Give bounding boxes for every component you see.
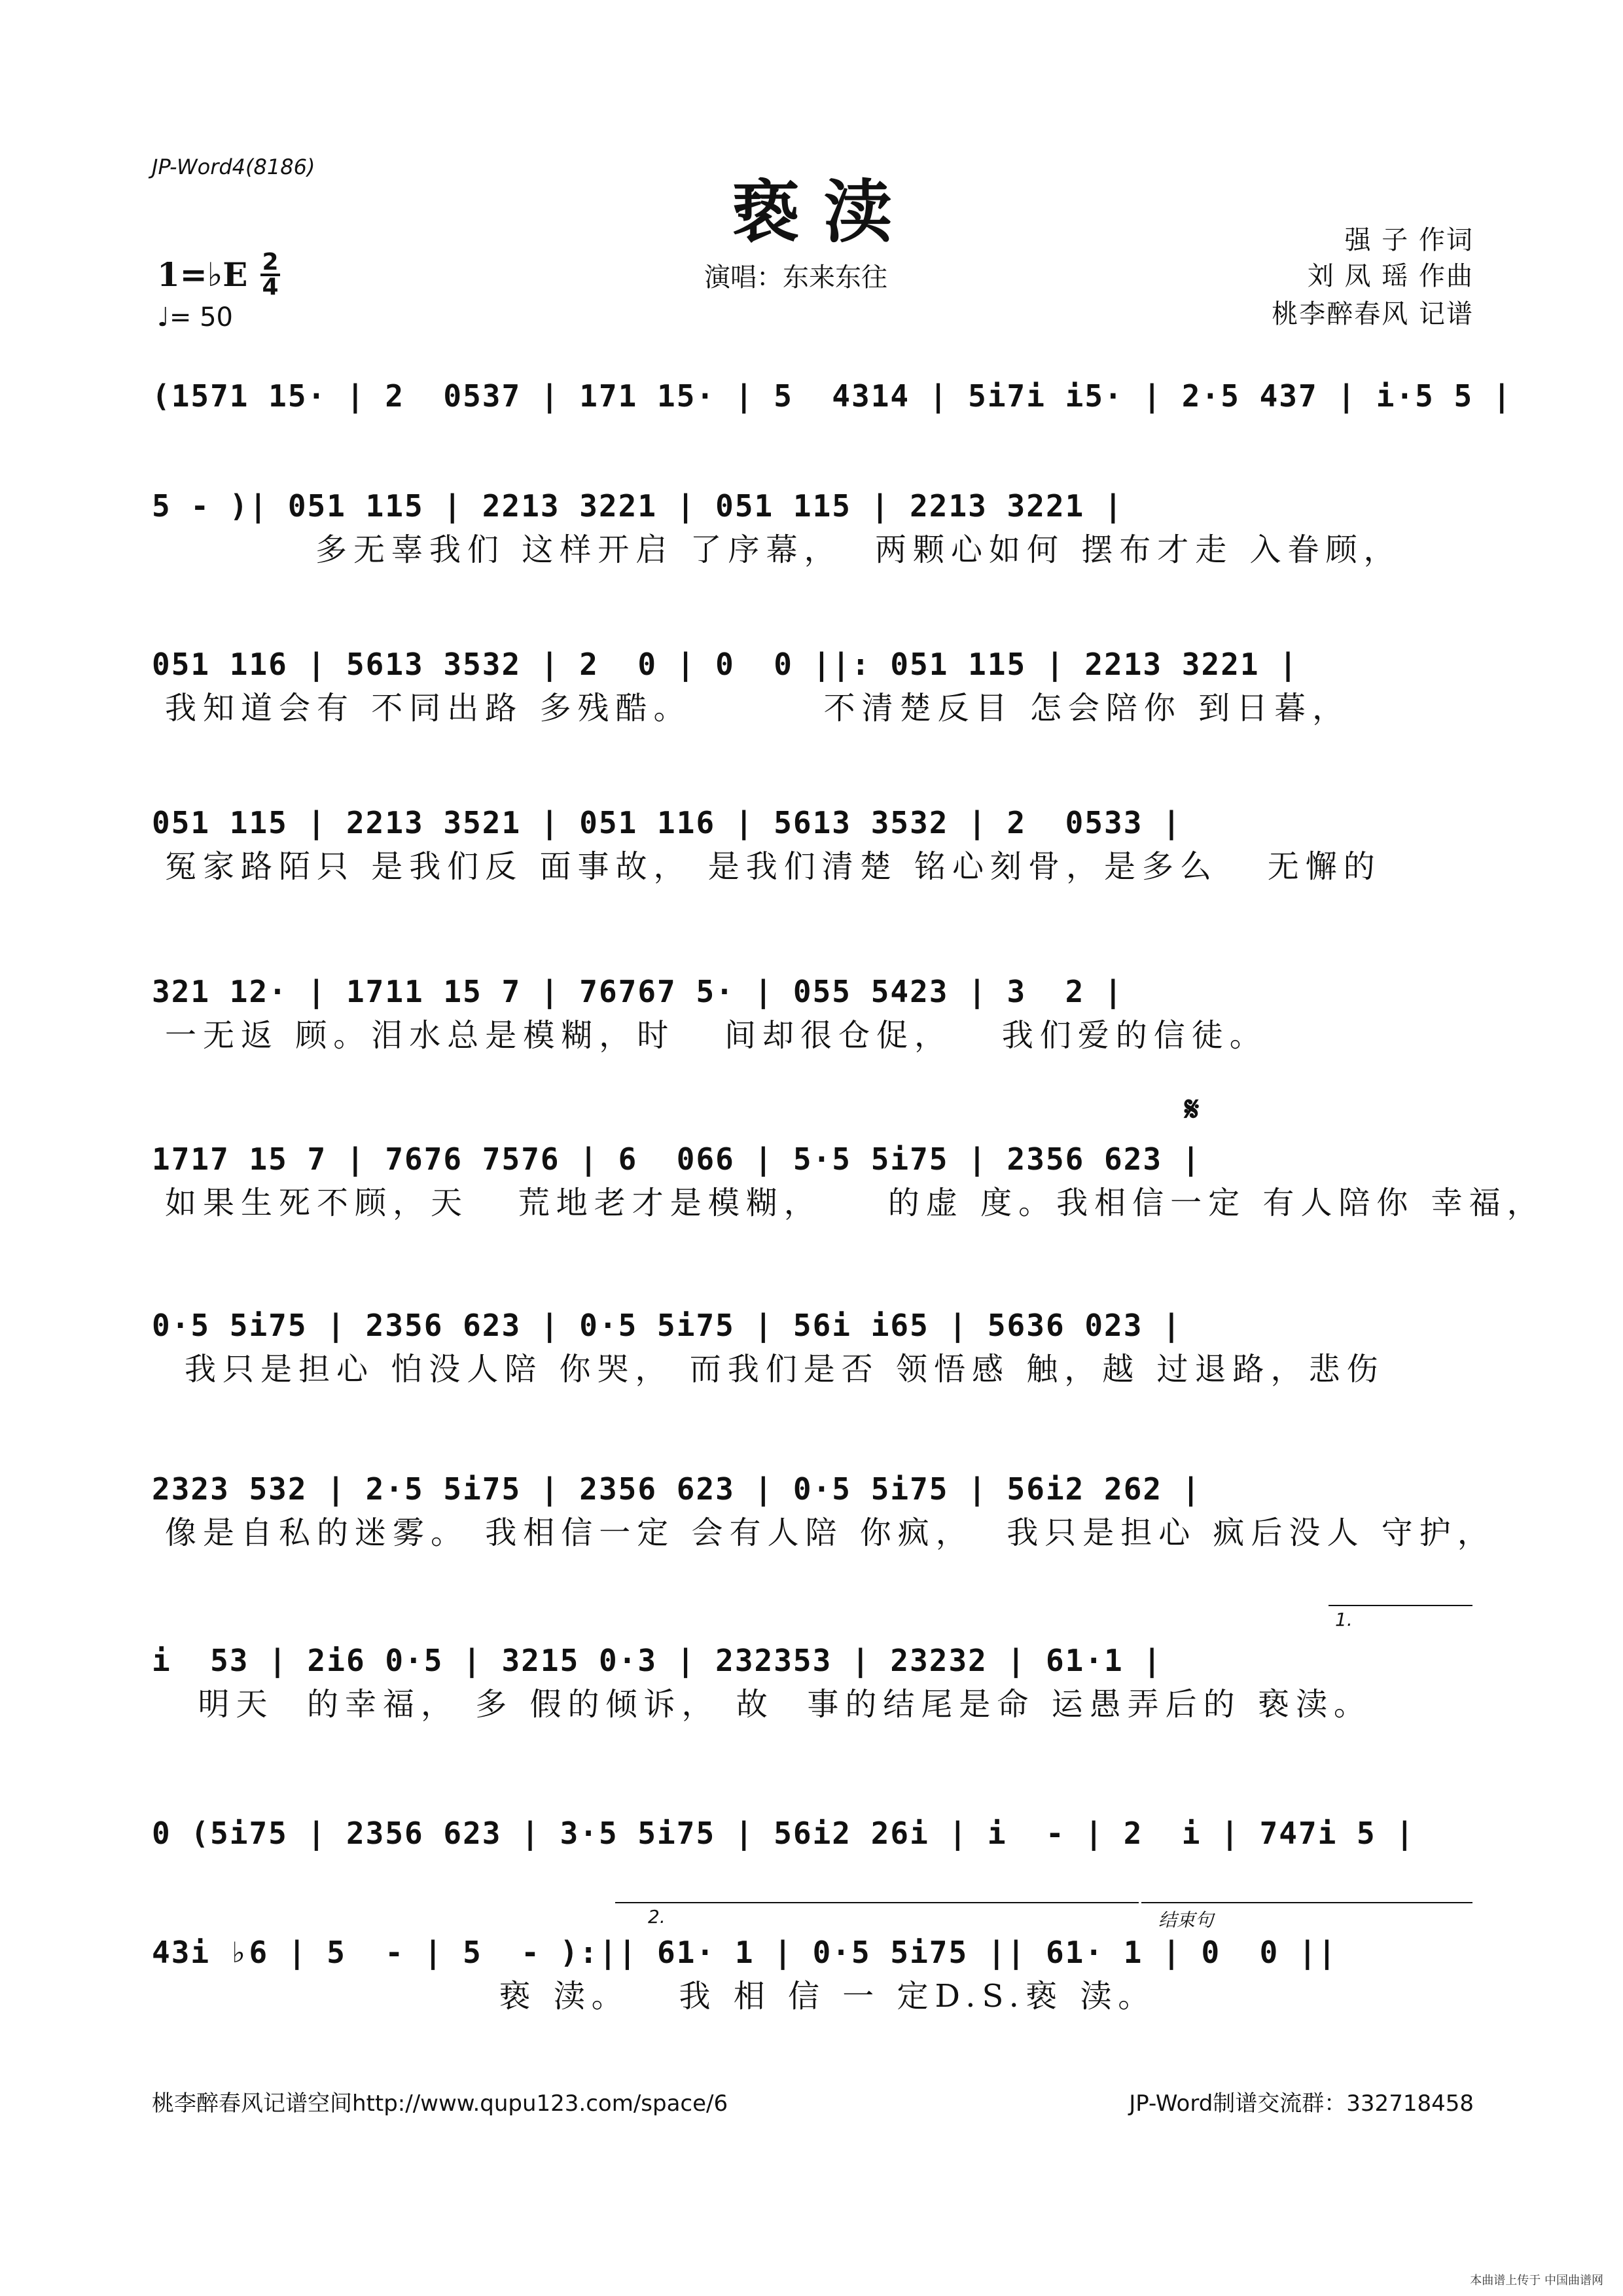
system-6 — [152, 1136, 1545, 1224]
system-11 — [152, 1929, 1472, 2017]
lyric-line: 一无返 顾。泪水总是模糊，时 间却很仓促， 我们爱的信徒。 — [165, 1017, 1268, 1054]
system-7 — [152, 1302, 1472, 1390]
lyric-line: 我只是担心 怕没人陪 你哭， 而我们是否 领悟感 触，越 过退路，悲伤 — [185, 1351, 1385, 1388]
time-top: 2 — [262, 249, 279, 276]
software-label: JP-Word4(8186) — [152, 154, 315, 179]
volta-1-bracket — [1329, 1605, 1472, 1606]
tempo-marking: ♩= 50 — [157, 302, 233, 332]
song-title: 亵 渎 — [731, 171, 892, 252]
time-signature — [260, 251, 280, 298]
notation-line: 051 116 | 5613 3532 | 2 0 | 0 0 ||: 051 115 | 2213 3221 | — [152, 647, 1298, 682]
system-3 — [152, 641, 1472, 729]
lyric-line: 明天 的幸福， 多 假的倾诉， 故 事的结尾是命 运愚弄后的 亵渎。 — [165, 1686, 1372, 1723]
system-4 — [152, 800, 1472, 888]
notation-line: 1717 15 7 | 7676 7576 | 6 066 | 5·5 5i75 | 2356 623 | — [152, 1141, 1202, 1177]
key-signature: 1=♭E — [157, 255, 248, 294]
notation-line: 43i ♭6 | 5 - | 5 - ):|| 61· 1 | 0·5 5i75 || 61· 1 | 0 0 || — [152, 1935, 1338, 1970]
notation-line: 5 - )| 051 115 | 2213 3221 | 051 115 | 2213 3221 | — [152, 488, 1124, 524]
system-1 — [152, 373, 1512, 419]
notation-line: 0 (5i75 | 2356 623 | 3·5 5i75 | 56i2 26i | i - | 2 i | 747i 5 | — [152, 1816, 1416, 1851]
segno-sign: 𝄋 — [1185, 1089, 1200, 1129]
volta-1-label: 1. — [1335, 1609, 1353, 1630]
lyric-line: 亵 渎。 我 相 信 一 定D.S.亵 渎。 — [152, 1978, 1156, 2015]
system-9 — [152, 1638, 1472, 1725]
time-bottom: 4 — [262, 274, 279, 300]
volta-2-bracket — [615, 1902, 1139, 1903]
lyric-line: 冤家路陌只 是我们反 面事故， 是我们清楚 铭心刻骨，是多么 无懈的 — [165, 848, 1382, 885]
notation-line: 2323 532 | 2·5 5i75 | 2356 623 | 0·5 5i75 | 56i2 262 | — [152, 1471, 1202, 1507]
system-5 — [152, 969, 1472, 1056]
notation-line: 051 115 | 2213 3521 | 051 116 | 5613 3532 | 2 0533 | — [152, 805, 1182, 840]
system-2 — [152, 483, 1472, 571]
volta-2-label: 2. — [648, 1906, 666, 1928]
system-8 — [152, 1466, 1495, 1554]
transcriber-credit: 桃李醉春风 记谱 — [1272, 299, 1474, 329]
site-watermark: 本曲谱上传于 中国曲谱网 — [1470, 2274, 1603, 2287]
ending-label: 结束句 — [1158, 1909, 1214, 1931]
footer-group: JP-Word制谱交流群：332718458 — [1129, 2090, 1474, 2117]
ending-bracket — [1141, 1902, 1472, 1903]
notation-line: 0·5 5i75 | 2356 623 | 0·5 5i75 | 56i i65 | 5636 023 | — [152, 1308, 1182, 1343]
notation-line: 321 12· | 1711 15 7 | 76767 5· | 055 5423 | 3 2 | — [152, 974, 1124, 1009]
lyricist-credit: 强 子 作词 — [1344, 225, 1474, 255]
lyric-line: 像是自私的迷雾。 我相信一定 会有人陪 你疯， 我只是担心 疯后没人 守护， — [165, 1515, 1495, 1551]
singer-credit: 演唱：东来东往 — [704, 262, 887, 293]
lyric-line: 多无辜我们 这样开启 了序幕， 两颗心如何 摆布才走 入眷顾， — [315, 531, 1402, 568]
notation-line: i 53 | 2i6 0·5 | 3215 0·3 | 232353 | 23232 | 61·1 | — [152, 1643, 1163, 1678]
notation-line: (1571 15· | 2 0537 | 171 15· | 5 4314 | 5i7i i5· | 2·5 437 | i·5 5 | — [152, 378, 1512, 414]
lyric-line: 如果生死不顾，天 荒地老才是模糊， 的虚 度。我相信一定 有人陪你 幸福， — [165, 1185, 1545, 1221]
composer-credit: 刘 凤 瑶 作曲 — [1307, 261, 1474, 291]
footer-source: 桃李醉春风记谱空间http://www.qupu123.com/space/6 — [152, 2090, 728, 2117]
lyric-line: 我知道会有 不同出路 多残酷。 不清楚反目 怎会陪你 到日暮， — [165, 690, 1351, 726]
system-10 — [152, 1810, 1472, 1856]
